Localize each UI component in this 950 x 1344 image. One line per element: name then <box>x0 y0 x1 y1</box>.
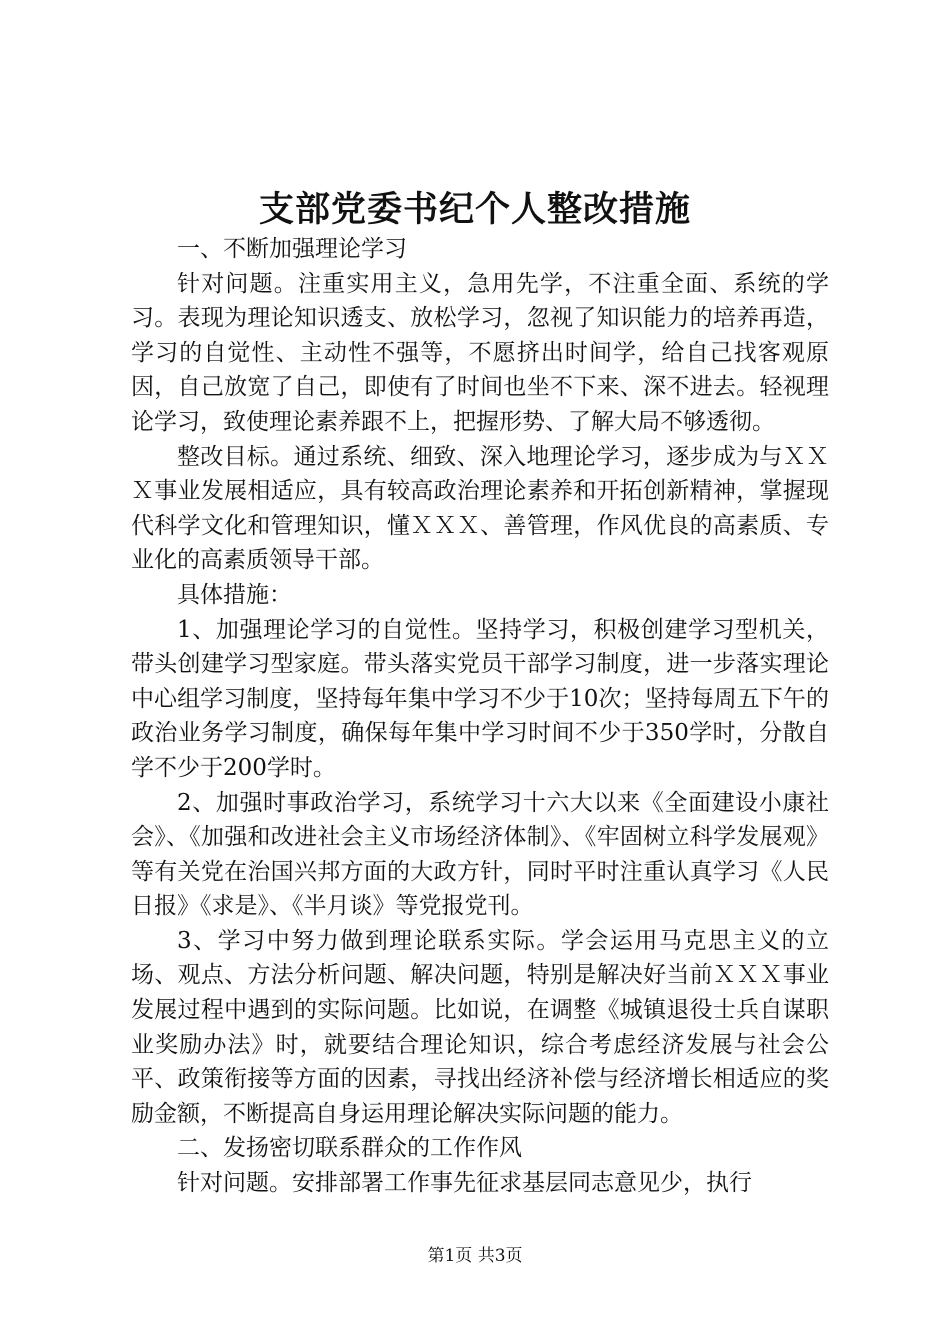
section-heading-1: 一、不断加强理论学习 <box>177 236 407 262</box>
paragraph-measure-2: 2、加强时事政治学习，系统学习十六大以来《全面建设小康社会》、《加强和改进社会主义市场经济体制》、《牢固树立科学发展观》等有关党在治国兴邦方面的大政方针，同时平时注重认真学习《人民日报》《求是》、《半月谈》等党报党刊。 <box>131 789 829 920</box>
document-body <box>131 232 829 1201</box>
section-heading-2: 二、发扬密切联系群众的工作作风 <box>177 1135 522 1162</box>
paragraph-measures-heading: 具体措施： <box>177 581 292 608</box>
paragraph-measure-1: 1、加强理论学习的自觉性。坚持学习，积极创建学习型机关，带头创建学习型家庭。带头落实党员干部学习制度，进一步落实理论中心组学习制度，坚持每年集中学习不少于10次；坚持每周五下午的政治业务学习制度，确保每年集中学习时间不少于350学时，分散自学不少于200学时。 <box>131 616 829 781</box>
paragraph-problem-2: 针对问题。安排部署工作事先征求基层同志意见少，执行 <box>177 1170 752 1197</box>
page-footer: 第1页 共3页 <box>427 1246 523 1266</box>
paragraph-goal-1: 整改目标。通过系统、细致、深入地理论学习，逐步成为与ＸＸＸ事业发展相适应，具有较高政治理论素养和开拓创新精神，掌握现代科学文化和管理知识，懂ＸＸＸ、善管理，作风优良的高素质、专业化的高素质领导干部。 <box>131 443 829 574</box>
paragraph-measure-3: 3、学习中努力做到理论联系实际。学会运用马克思主义的立场、观点、方法分析问题、解决问题，特别是解决好当前ＸＸＸ事业发展过程中遇到的实际问题。比如说，在调整《城镇退役士兵自谋职业奖励办法》时，就要结合理论知识，综合考虑经济发展与社会公平、政策衔接等方面的因素，寻找出经济补偿与经济增长相适应的奖励金额，不断提高自身运用理论解决实际问题的能力。 <box>131 927 829 1127</box>
paragraph-problem-1: 针对问题。注重实用主义，急用先学，不注重全面、系统的学习。表现为理论知识透支、放松学习，忽视了知识能力的培养再造，学习的自觉性、主动性不强等，不愿挤出时间学，给自己找客观原因，自己放宽了自己，即使有了时间也坐不下来、深不进去。轻视理论学习，致使理论素养跟不上，把握形势、了解大局不够透彻。 <box>131 270 829 435</box>
document-title: 支部党委书纪个人整改措施 <box>258 189 691 230</box>
